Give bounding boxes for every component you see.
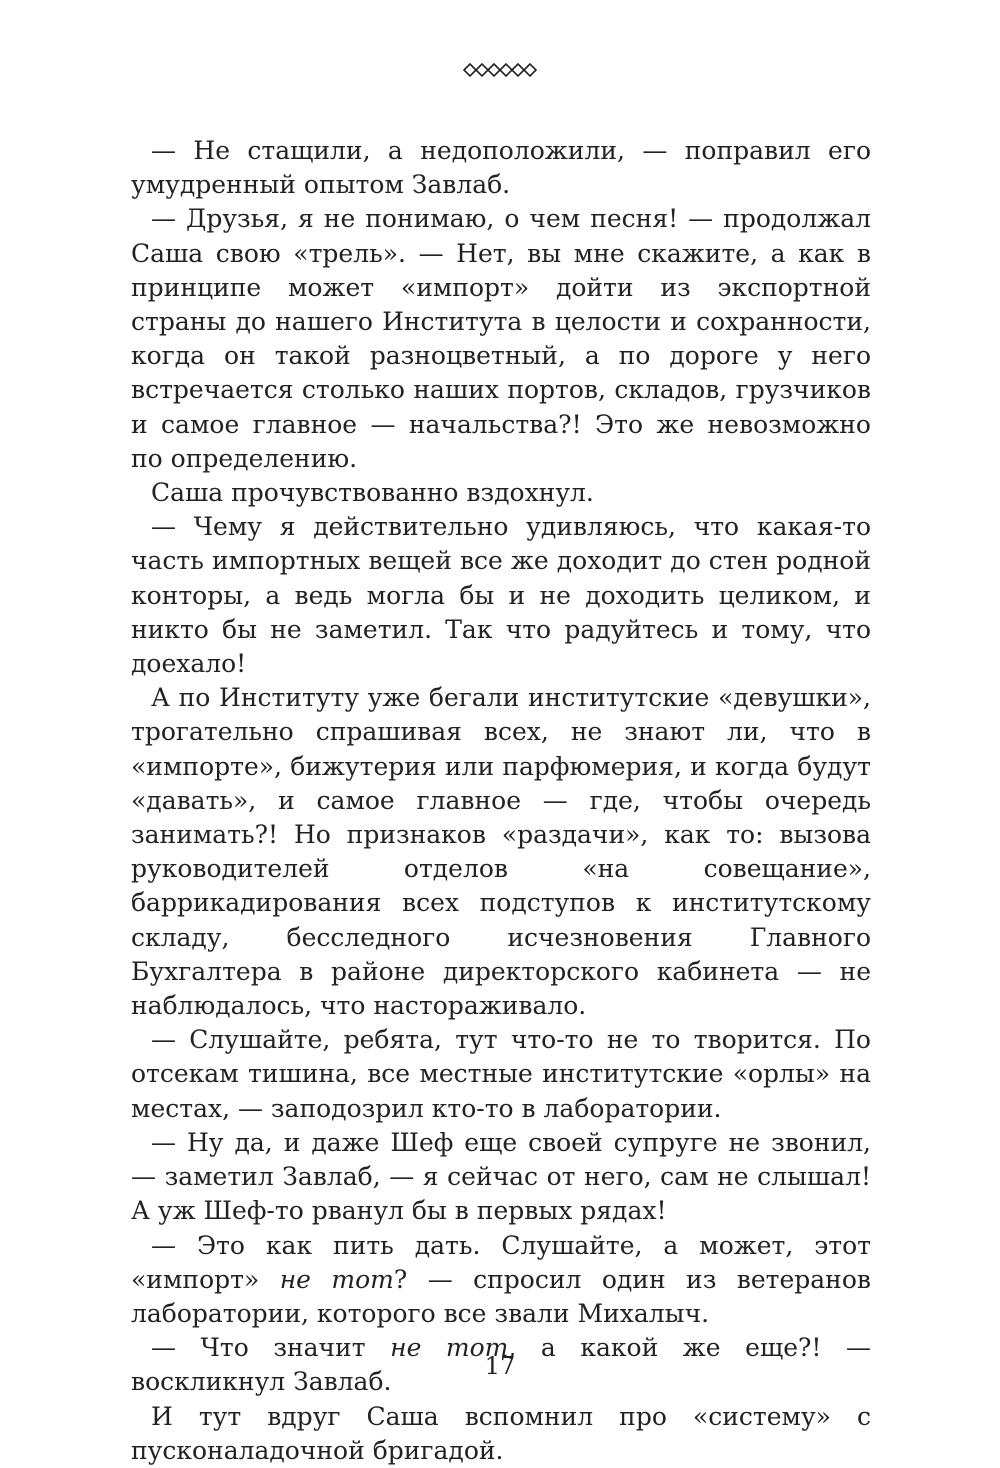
paragraph-text: — Это как пить дать. Слушайте, а может, этот «импорт» bbox=[131, 1230, 871, 1294]
paragraph: — Слушайте, ребята, тут что-то не то творится. По отсекам тишина, все местные институтские «орлы» на местах, — заподозрил кто-то в лаборатории. bbox=[131, 1025, 871, 1123]
section-break-ornament bbox=[0, 62, 1000, 86]
paragraph-text: ? — спросил один из ветеранов лаборатории, которого все звали Михалыч. bbox=[131, 1264, 871, 1328]
paragraph: — Не стащили, а недоположили, — поправил его умудренный опытом Завлаб. bbox=[131, 136, 871, 200]
paragraph: А по Институту уже бегали институтские «девушки», трогательно спрашивая всех, не знают ли, что в «импорте», бижутерия или парфюмерия, и когда будут «давать», и самое главное — где, чтобы очередь занимать?! Но признаков «раздачи», как то: вызова руководителей отделов «на совещание», баррикадирования всех подступов к институтскому складу, бесследного исчезновения Главного Бухгалтера в районе директорского кабинета — не наблюдалось, что настораживало. bbox=[131, 683, 871, 1021]
paragraph: Саша прочувствованно вздохнул. bbox=[151, 478, 594, 508]
italic-emphasis: не тот bbox=[279, 1264, 394, 1294]
page-number: 17 bbox=[484, 1352, 516, 1380]
italic-emphasis: не тот bbox=[390, 1333, 509, 1363]
paragraph: — Ну да, и даже Шеф еще своей супруге не звонил, — заметил Завлаб, — я сейчас от него, сам не слышал! А уж Шеф-то рванул бы в первых рядах! bbox=[131, 1127, 871, 1226]
paragraph-text: , а какой же еще?! — воскликнул Завлаб. bbox=[131, 1333, 871, 1397]
paragraph-text: — Что значит bbox=[151, 1333, 391, 1363]
body-text bbox=[131, 134, 871, 1468]
paragraph bbox=[131, 1229, 871, 1332]
diamond-chain-ornament-icon bbox=[463, 62, 537, 78]
paragraph: И тут вдруг Саша вспомнил про «систему» с пусконаладочной бригадой. bbox=[131, 1401, 871, 1465]
paragraph: — Чему я действительно удивляюсь, что какая-то часть импортных вещей все же доходит до стен родной конторы, а ведь могла бы и не доходить целиком, и никто бы не заметил. Так что радуйтесь и тому, что доехало! bbox=[131, 512, 871, 679]
paragraph: — Друзья, я не понимаю, о чем песня! — продолжал Саша свою «трель». — Нет, вы мне скажите, а как в принципе может «импорт» дойти из экспортной страны до нашего Института в целости и сохранности, когда он такой разноцветный, а по дороге у него встречается столько наших портов, складов, грузчиков и самое главное — начальства?! Это же невозможно по определению. bbox=[131, 204, 871, 473]
